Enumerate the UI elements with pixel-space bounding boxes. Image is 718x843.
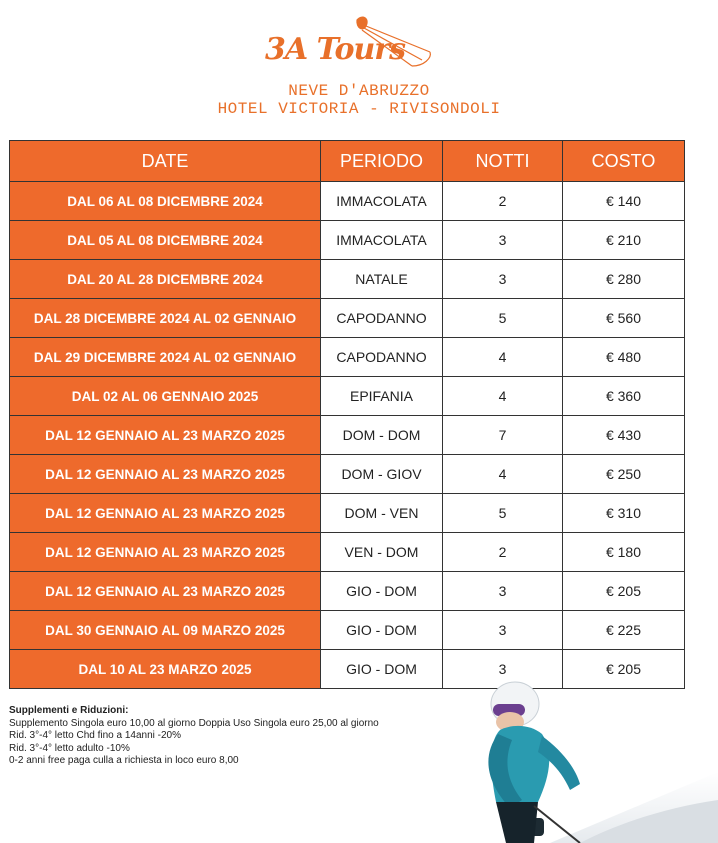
- periodo-cell: DOM - VEN: [321, 494, 443, 533]
- notti-cell: 7: [443, 416, 563, 455]
- notes-line: Rid. 3°-4° letto Chd fino a 14anni -20%: [9, 730, 181, 741]
- table-row: [10, 260, 685, 299]
- date-cell: DAL 29 DICEMBRE 2024 AL 02 GENNAIO: [10, 338, 321, 377]
- header-costo: COSTO: [563, 141, 685, 182]
- destination-title: NEVE D'ABRUZZO: [288, 82, 430, 100]
- notes-title: Supplementi e Riduzioni:: [9, 705, 129, 716]
- costo-cell: € 205: [563, 650, 685, 689]
- notti-cell: 2: [443, 182, 563, 221]
- header-date: DATE: [10, 141, 321, 182]
- costo-cell: € 360: [563, 377, 685, 416]
- skier-figure: [488, 682, 580, 843]
- costo-cell: € 480: [563, 338, 685, 377]
- notes-line: Supplemento Singola euro 10,00 al giorno Doppia Uso Singola euro 25,00 al giorno: [9, 717, 379, 729]
- notes-line: 0-2 anni free paga culla a richiesta in loco euro 8,00: [9, 755, 239, 766]
- periodo-cell: GIO - DOM: [321, 650, 443, 689]
- table-row: [10, 377, 685, 416]
- table-row: [10, 455, 685, 494]
- header-notti: NOTTI: [443, 141, 563, 182]
- date-cell: DAL 20 AL 28 DICEMBRE 2024: [10, 260, 321, 299]
- price-table: [9, 140, 685, 689]
- table-row: [10, 494, 685, 533]
- table-row: [10, 611, 685, 650]
- supplements-notes: [9, 705, 379, 768]
- notti-cell: 4: [443, 338, 563, 377]
- date-cell: DAL 02 AL 06 GENNAIO 2025: [10, 377, 321, 416]
- date-cell: DAL 12 GENNAIO AL 23 MARZO 2025: [10, 533, 321, 572]
- date-cell: DAL 12 GENNAIO AL 23 MARZO 2025: [10, 455, 321, 494]
- skier-photo: [430, 672, 718, 843]
- notti-cell: 5: [443, 299, 563, 338]
- table-header-row: [10, 141, 685, 182]
- periodo-cell: GIO - DOM: [321, 611, 443, 650]
- costo-cell: € 210: [563, 221, 685, 260]
- periodo-cell: EPIFANIA: [321, 377, 443, 416]
- notti-cell: 2: [443, 533, 563, 572]
- notti-cell: 4: [443, 377, 563, 416]
- date-cell: DAL 30 GENNAIO AL 09 MARZO 2025: [10, 611, 321, 650]
- periodo-cell: VEN - DOM: [321, 533, 443, 572]
- notti-cell: 4: [443, 455, 563, 494]
- notti-cell: 3: [443, 650, 563, 689]
- date-cell: DAL 28 DICEMBRE 2024 AL 02 GENNAIO: [10, 299, 321, 338]
- date-cell: DAL 05 AL 08 DICEMBRE 2024: [10, 221, 321, 260]
- date-cell: DAL 12 GENNAIO AL 23 MARZO 2025: [10, 416, 321, 455]
- periodo-cell: DOM - DOM: [321, 416, 443, 455]
- table-row: [10, 338, 685, 377]
- notti-cell: 5: [443, 494, 563, 533]
- notes-line: Rid. 3°-4° letto adulto -10%: [9, 742, 130, 754]
- costo-cell: € 205: [563, 572, 685, 611]
- costo-cell: € 250: [563, 455, 685, 494]
- table-row: [10, 533, 685, 572]
- periodo-cell: CAPODANNO: [321, 338, 443, 377]
- date-cell: DAL 12 GENNAIO AL 23 MARZO 2025: [10, 572, 321, 611]
- header-periodo: PERIODO: [321, 141, 443, 182]
- table-row: [10, 416, 685, 455]
- costo-cell: € 430: [563, 416, 685, 455]
- periodo-cell: IMMACOLATA: [321, 182, 443, 221]
- costo-cell: € 280: [563, 260, 685, 299]
- costo-cell: € 140: [563, 182, 685, 221]
- costo-cell: € 225: [563, 611, 685, 650]
- costo-cell: € 560: [563, 299, 685, 338]
- periodo-cell: IMMACOLATA: [321, 221, 443, 260]
- notti-cell: 3: [443, 221, 563, 260]
- table-row: [10, 182, 685, 221]
- table-row: [10, 299, 685, 338]
- costo-cell: € 180: [563, 533, 685, 572]
- table-row: [10, 572, 685, 611]
- notti-cell: 3: [443, 611, 563, 650]
- hotel-title: HOTEL VICTORIA - RIVISONDOLI: [217, 100, 501, 118]
- brand-logo-text: 3A Tours: [265, 32, 405, 67]
- periodo-cell: DOM - GIOV: [321, 455, 443, 494]
- periodo-cell: GIO - DOM: [321, 572, 443, 611]
- date-cell: DAL 06 AL 08 DICEMBRE 2024: [10, 182, 321, 221]
- date-cell: DAL 12 GENNAIO AL 23 MARZO 2025: [10, 494, 321, 533]
- periodo-cell: CAPODANNO: [321, 299, 443, 338]
- notti-cell: 3: [443, 572, 563, 611]
- table-row: [10, 221, 685, 260]
- costo-cell: € 310: [563, 494, 685, 533]
- periodo-cell: NATALE: [321, 260, 443, 299]
- date-cell: DAL 10 AL 23 MARZO 2025: [10, 650, 321, 689]
- notti-cell: 3: [443, 260, 563, 299]
